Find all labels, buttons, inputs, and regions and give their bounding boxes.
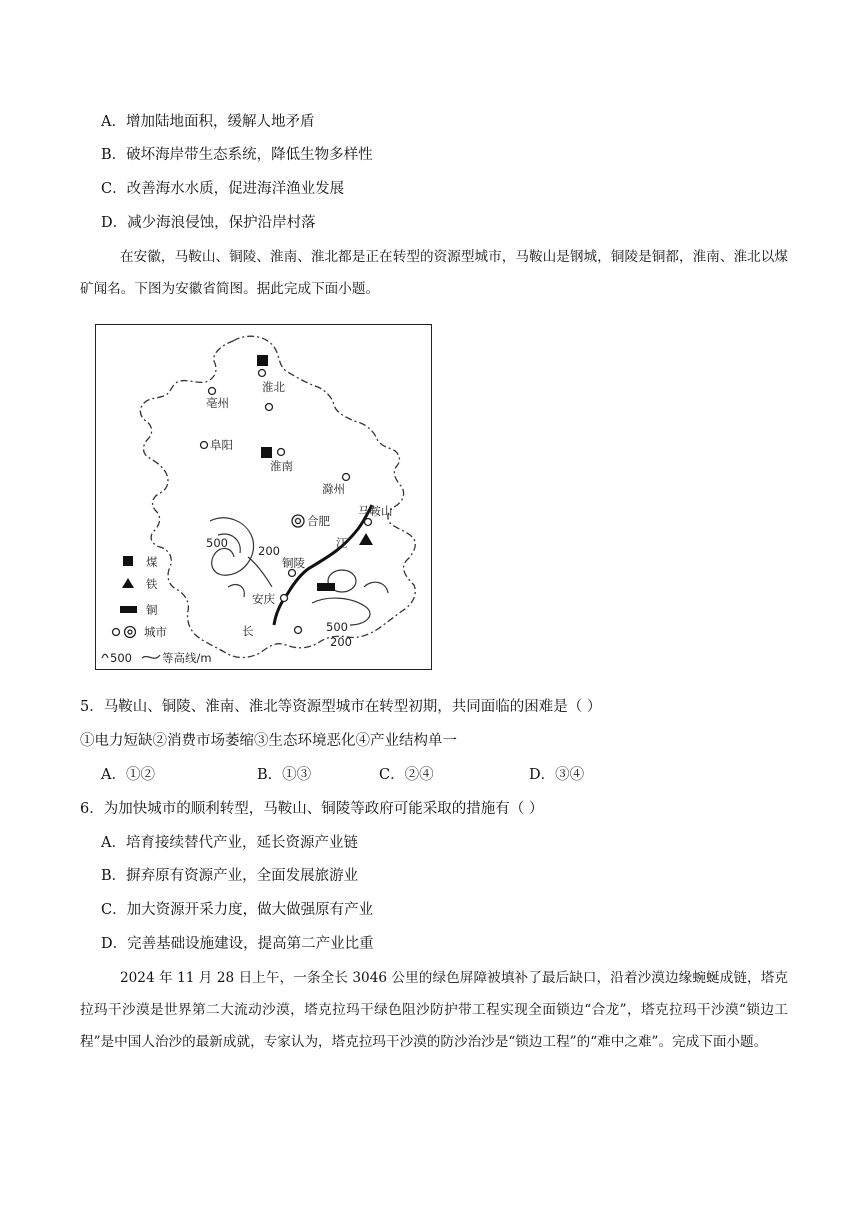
contour-label-200-right: 200: [330, 635, 352, 649]
city-marker-south: [295, 627, 302, 634]
q4-option-b: B．破坏海岸带生态系统，降低生物多样性: [101, 147, 373, 163]
copper-marker: [317, 583, 335, 591]
contours-right: [312, 570, 388, 625]
q6-option-a: A．培育接续替代产业，延长资源产业链: [101, 835, 358, 851]
city-marker-bozhou: [209, 388, 216, 395]
label-maanshan: 马鞍山: [358, 504, 393, 518]
coal-marker-huainan: [261, 447, 272, 458]
contour-label-500-right: 500: [326, 620, 348, 634]
q4-option-d: D．减少海浪侵蚀，保护沿岸村落: [101, 215, 316, 231]
q5-option-a: A．①②: [101, 767, 155, 783]
city-marker-fuyang: [201, 442, 208, 449]
q6-option-b: B．摒弃原有资源产业，全面发展旅游业: [101, 868, 359, 884]
label-chang: 长: [242, 624, 254, 638]
legend-city-label: 城市: [144, 625, 167, 639]
contour-label-200-left: 200: [258, 544, 280, 558]
label-chuzhou: 滁州: [322, 482, 345, 496]
passage-taklamakan-text: 2024 年 11 月 28 日上午，一条全长 3046 公里的绿色屏障被填补了最后缺口，沿着沙漠边缘蜿蜒成链，塔克拉玛干沙漠是世界第二大流动沙漠，塔克拉玛干绿色阻沙防护带工程实现全面锁边“合龙”，塔克拉玛干沙漠“锁边工程”是中国人治沙的最新成就，专家认为，塔克拉玛干沙漠的防沙治沙是“锁边工程”的“难中之难”。完成下面小题。: [80, 970, 788, 1050]
city-marker-maanshan: [365, 519, 372, 526]
q6-option-d: D．完善基础设施建设，提高第二产业比重: [101, 936, 374, 952]
label-hefei: 合肥: [307, 514, 330, 528]
q5-option-c: C．②④: [379, 767, 434, 783]
passage-anhui: [80, 241, 788, 305]
q5-option-b: B．①③: [257, 767, 312, 783]
legend-coal-label: 煤: [146, 555, 158, 569]
legend-coal-icon: [123, 556, 133, 566]
label-huaibei: 淮北: [262, 380, 285, 394]
passage-anhui-text: 在安徽，马鞍山、铜陵、淮南、淮北都是正在转型的资源型城市，马鞍山是钢城，铜陵是铜都，淮南、淮北以煤矿闻名。下图为安徽省简图。据此完成下面小题。: [80, 249, 788, 297]
legend-contour-value: 500: [110, 651, 132, 665]
legend-copper-label: 铜: [146, 603, 158, 617]
legend-contour-icon-a: [102, 654, 108, 658]
label-bozhou: 亳州: [206, 396, 229, 410]
city-marker-tongling: [289, 570, 296, 577]
label-jiang: 江: [336, 536, 348, 550]
legend-city-icon-big-inner: [128, 630, 132, 634]
q4-option-a: A．增加陆地面积，缓解人地矛盾: [101, 114, 315, 130]
q4-option-c: C．改善海水水质，促进海洋渔业发展: [101, 181, 345, 197]
label-anqing: 安庆: [252, 592, 275, 606]
city-marker-hefei-inner: [296, 519, 301, 524]
city-marker-hengleft: [266, 404, 273, 411]
legend-iron-label: 铁: [146, 577, 158, 591]
coal-marker-huaibei: [257, 355, 268, 366]
label-fuyang: 阜阳: [210, 438, 233, 452]
q6-stem: 6．为加快城市的顺利转型，马鞍山、铜陵等政府可能采取的措施有（ ）: [80, 801, 544, 817]
legend-contour-label: 等高线/m: [162, 651, 212, 665]
city-marker-anqing: [281, 595, 288, 602]
q5-items: ①电力短缺②消费市场萎缩③生态环境恶化④产业结构单一: [80, 733, 457, 749]
q6-option-c: C．加大资源开采力度，做大做强原有产业: [101, 902, 374, 918]
q5-option-d: D．③④: [529, 767, 585, 783]
city-marker-huaibei: [259, 370, 266, 377]
anhui-map-svg: [96, 325, 430, 668]
contour-label-500-left: 500: [206, 536, 228, 550]
iron-marker: [359, 533, 373, 545]
map-legend: [102, 555, 212, 665]
label-tongling: 铜陵: [282, 556, 305, 570]
city-marker-chuzhou: [343, 474, 350, 481]
legend-copper-icon: [120, 606, 137, 613]
legend-city-icon-small: [113, 629, 120, 636]
legend-contour-icon-b: [142, 655, 160, 658]
label-huainan: 淮南: [270, 459, 293, 473]
anhui-map: [95, 324, 432, 670]
legend-iron-icon: [122, 578, 134, 588]
city-marker-huainan: [278, 449, 285, 456]
q5-stem: 5．马鞍山、铜陵、淮南、淮北等资源型城市在转型初期，共同面临的困难是（ ）: [80, 699, 602, 715]
passage-taklamakan: [80, 962, 788, 1058]
